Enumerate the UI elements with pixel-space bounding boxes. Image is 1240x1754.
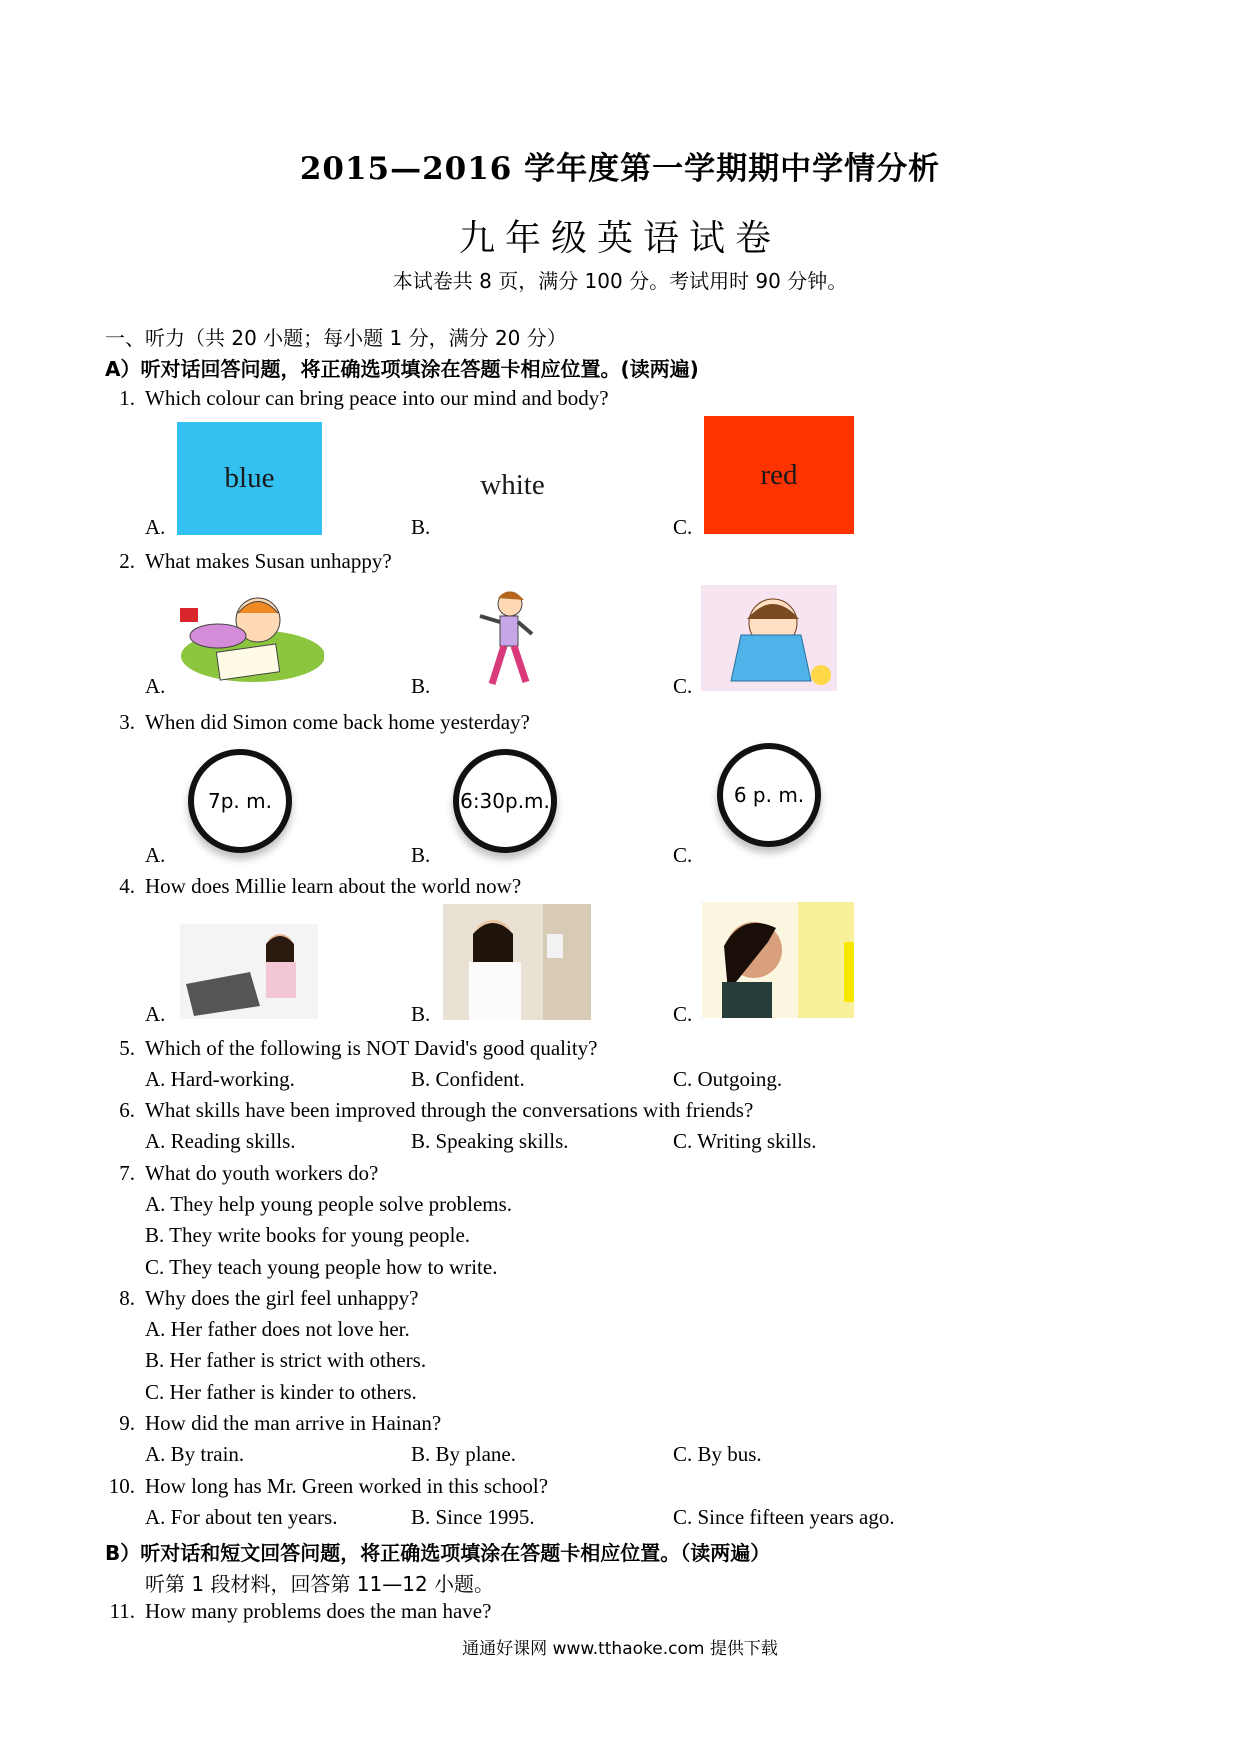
question-number: 1. [119,386,135,410]
question-text: Which of the following is NOT David's good quality? [145,1036,598,1060]
question-number: 3. [119,710,135,734]
question-number: 7. [119,1161,135,1185]
document-title: 2015—2016 学年度第一学期期中学情分析 [299,151,941,187]
clock-6pm [717,743,821,847]
girl-reading-picture [178,588,324,686]
girl-computer-picture [701,585,837,691]
clock-time: 6:30p.m. [460,789,550,813]
question-number: 5. [119,1036,135,1060]
option: A. For about ten years. [145,1505,338,1529]
girl-running-picture [470,586,540,691]
question-number: 6. [119,1098,135,1122]
clock-time: 6 p. m. [733,783,805,807]
option-letter: C. [673,515,693,539]
option: B. Since 1995. [411,1505,535,1529]
option: B. Her father is strict with others. [145,1348,427,1372]
option: B. Confident. [411,1067,525,1091]
question-text: What do youth workers do? [145,1161,379,1185]
question-text: Which colour can bring peace into our mind and body? [145,386,609,410]
question-number: 11. [109,1599,135,1623]
option: B. They write books for young people. [145,1223,471,1247]
question-text: How many problems does the man have? [145,1599,492,1623]
option: A. They help young people solve problems. [145,1192,513,1216]
option: A. Reading skills. [145,1129,296,1153]
blue-color-option [177,422,322,535]
option: C. Writing skills. [673,1129,817,1153]
girl-profile-photo [702,902,854,1018]
question-number: 2. [119,549,135,573]
option-letter: A. [145,843,166,867]
option: C. They teach young people how to write. [145,1255,498,1279]
part-a-heading: A）听对话回答问题，将正确选项填涂在答题卡相应位置。(读两遍) [105,357,699,381]
option-letter: A. [145,515,166,539]
option: B. By plane. [411,1442,516,1466]
red-color-option [704,416,854,534]
question-number: 4. [119,874,135,898]
clock-time: 7p. m. [208,789,272,813]
clock-7pm [188,749,292,853]
option-word: blue [224,462,275,494]
option-letter: B. [411,843,431,867]
option: C. Since fifteen years ago. [673,1505,895,1529]
clock-630pm [453,749,557,853]
option-letter: A. [145,1002,166,1026]
section-heading: 一、听力（共 20 小题；每小题 1 分，满分 20 分） [105,326,567,350]
question-text: How does Millie learn about the world now? [145,874,522,898]
option-word: white [480,468,545,501]
option: A. Her father does not love her. [145,1317,410,1341]
option: C. By bus. [673,1442,762,1466]
option: A. Hard-working. [145,1067,295,1091]
girl-laptop-photo [180,924,318,1019]
question-text: When did Simon come back home yesterday? [145,710,530,734]
question-number: 8. [119,1286,135,1310]
footer-text: 通通好课网 www.tthaoke.com 提供下载 [462,1639,778,1659]
question-text: How long has Mr. Green worked in this school? [145,1474,549,1498]
option-letter: B. [411,1002,431,1026]
option: C. Outgoing. [673,1067,783,1091]
option: C. Her father is kinder to others. [145,1380,417,1404]
document-subtitle: 九年级英语试卷 [458,218,781,259]
option-letter: C. [673,843,693,867]
girl-library-photo [443,904,591,1020]
option-letter: C. [673,1002,693,1026]
option: B. Speaking skills. [411,1129,569,1153]
option-word: red [760,458,798,491]
question-text: Why does the girl feel unhappy? [145,1286,419,1310]
option-letter: C. [673,674,693,698]
option: A. By train. [145,1442,245,1466]
part-b-instruction: 听第 1 段材料，回答第 11—12 小题。 [145,1572,495,1596]
option-letter: A. [145,674,166,698]
option-letter: B. [411,515,431,539]
part-b-heading: B）听对话和短文回答问题，将正确选项填涂在答题卡相应位置。（读两遍） [105,1541,771,1565]
question-text: What makes Susan unhappy? [145,549,392,573]
option-letter: B. [411,674,431,698]
white-color-option [440,450,585,520]
question-number: 9. [119,1411,135,1435]
question-number: 10. [108,1474,135,1498]
question-text: What skills have been improved through the conversations with friends? [145,1098,754,1122]
exam-note: 本试卷共 8 页，满分 100 分。考试用时 90 分钟。 [392,269,848,293]
question-text: How did the man arrive in Hainan? [145,1411,442,1435]
